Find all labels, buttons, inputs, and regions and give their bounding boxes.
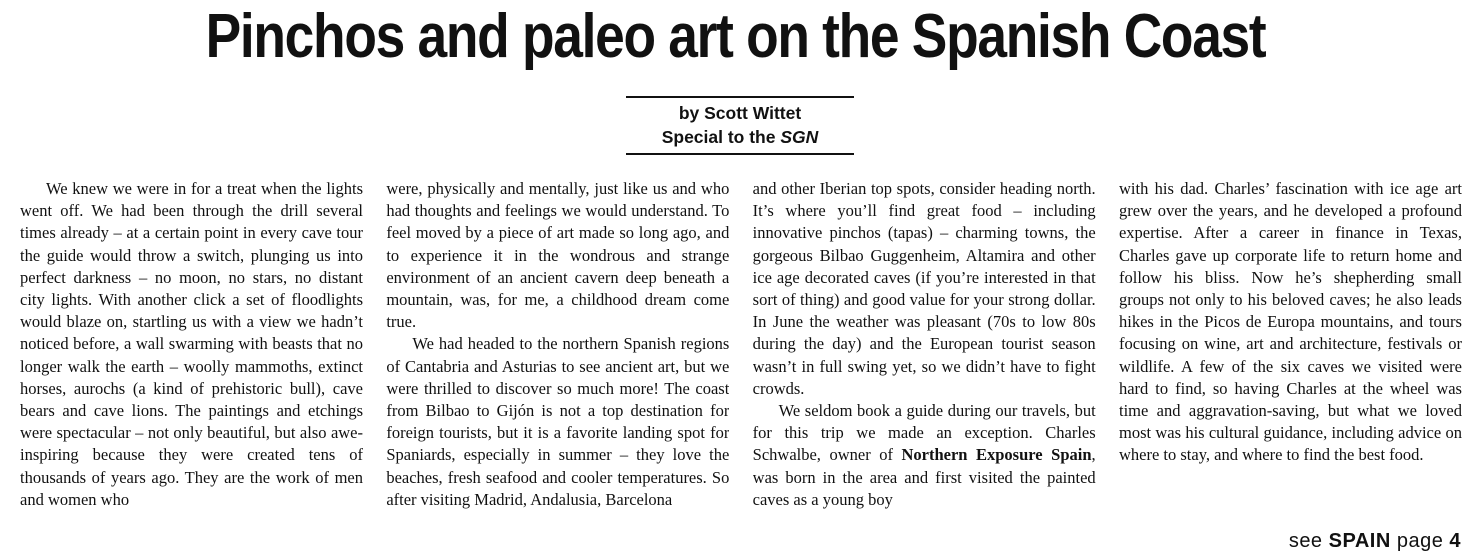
jump-suffix: page [1390, 530, 1450, 552]
byline [626, 96, 854, 155]
article-column-4 [1119, 178, 1462, 534]
jump-prefix: see [1288, 530, 1329, 552]
continuation-jump [1289, 528, 1461, 554]
paragraph: with his dad. Charles’ fascination with ice age art grew over the years, and he developed a profound expertise. After a career in finance in Texas, Charles gave up corporate life to return home and follow his bliss. Now he’s shepherding small groups not only to his beloved caves; he also leads hikes in the Picos de Europa mountains, and tours focusing on wine, art and architecture, festivals or wildlife. A few of the six caves we visited were hard to find, so having Charles at the wheel was time and aggravation-saving, but what we loved most was his cultural guidance, including advice on where to stay, and where to find the best food. [1118, 179, 1462, 465]
paragraph [753, 400, 1096, 511]
article-column-1 [20, 178, 363, 534]
byline-publication: SGN [780, 127, 819, 147]
jump-keyword: SPAIN [1328, 530, 1391, 552]
byline-credit [626, 125, 854, 149]
company-name: Northern Exposure Spain [901, 445, 1092, 465]
paragraph: were, physically and mentally, just like us and who had thoughts and feelings we would understand. To feel moved by a piece of art made so long ago, and to experience it in the wondrous and strange environment of an ancient cavern deep beneath a mountain, was, for me, a childhood dream come true. [386, 179, 730, 332]
byline-author: by Scott Wittet [678, 103, 802, 123]
article-body [20, 178, 1462, 534]
headline: Pinchos and paleo art on the Spanish Coast [205, 2, 1266, 71]
article-column-2 [386, 178, 729, 534]
paragraph-text: We seldom book a guide during our travels, but for this trip we made an exception. Charles Schwalbe, owner of [752, 401, 1096, 465]
byline-credit-prefix: Special to the [661, 127, 781, 147]
jump-page-number: 4 [1449, 530, 1461, 552]
paragraph: We had headed to the northern Spanish regions of Cantabria and Asturias to see ancient art, but we were thrilled to discover so much more! The coast from Bilbao to Gijón is not a top destination for foreign tourists, but it is a favorite landing spot for Spaniards, especially in summer – they love the beaches, fresh seafood and cooler temperatures. So after visiting Madrid, Andalusia, Barcelona [386, 334, 730, 509]
paragraph-text: , was born in the area and first visited the painted caves as a young boy [752, 445, 1096, 509]
paragraph: We knew we were in for a treat when the lights went off. We had been through the drill several times already – at a certain point in every cave tour the guide would throw a switch, plunging us into perfect darkness – no moon, no stars, no distant city lights. With another click a set of floodlights would blaze on, startling us with a view we hadn’t noticed before, a wall swarming with beasts that no longer walk the earth – woolly mammoths, extinct horses, aurochs (a kind of prehistoric bull), cave bears and cave lions. The paintings and etchings were spectacular – not only beautiful, but also awe-inspiring because they were created tens of thousands of years ago. They are the work of men and women who [20, 179, 363, 509]
article-column-3 [753, 178, 1096, 534]
paragraph: and other Iberian top spots, consider heading north. It’s where you’ll find great food – including innovative pinchos (tapas) – charming towns, the gorgeous Bilbao Guggenheim, Altamira and other ice age decorated caves (if you’re interested in that sort of thing) and good value for your strong dollar. In June the weather was pleasant (70s to low 80s during the day) and the European tourist season wasn’t in full swing yet, so we didn’t have to fight crowds. [752, 179, 1096, 398]
